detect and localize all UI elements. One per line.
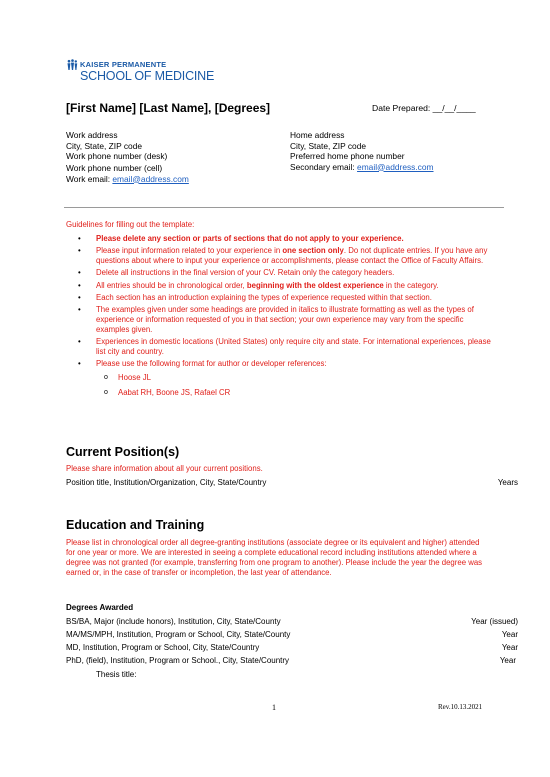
degrees-awarded-heading: Degrees Awarded	[66, 603, 134, 612]
page-number: 1	[272, 703, 276, 712]
guideline-text: Please input information related to your experience in	[96, 246, 283, 256]
kp-people-mark-icon	[66, 59, 78, 71]
guidelines-list	[66, 234, 496, 398]
revision-date: Rev.10.13.2021	[438, 703, 483, 711]
guidelines-block	[66, 220, 496, 403]
guidelines-lead: Guidelines for filling out the template:	[66, 220, 195, 229]
education-intro: Please list in chronological order all degree-granting institutions (associate degree or its equivalent and higher) attended for one year or more. We are interested in seeing a complete educational record including institutions attended where a degree was not granted (for example, transferring from one program to another). Please include the year the degree was earned or, in the case of transfer or incompletion, the last year of attendance.	[66, 538, 483, 577]
work-email-line	[66, 174, 189, 185]
degree-row[interactable]	[66, 656, 516, 665]
degree-row[interactable]	[66, 617, 518, 626]
guideline-text: Please use the following format for author or developer references:	[96, 359, 327, 369]
degree-year[interactable]: Year	[501, 630, 518, 639]
degree-description[interactable]: MD, Institution, Program or School, City, State/Country	[66, 643, 260, 652]
current-positions-intro: Please share information about all your current positions.	[66, 464, 263, 473]
guideline-text: . Do not duplicate entries. If you have any questions about where to input your experience or accomplishments, please contact the Office of Faculty Affairs.	[96, 246, 488, 266]
work-email-link[interactable]: email@address.com	[112, 173, 189, 184]
education-heading: Education and Training	[66, 518, 205, 532]
guideline-item	[66, 246, 496, 266]
guideline-bold-text: one section only	[282, 246, 344, 256]
position-years[interactable]: Years	[497, 478, 518, 487]
degree-year[interactable]: Year (issued)	[471, 617, 518, 626]
degree-year[interactable]: Year	[499, 656, 516, 665]
degree-year[interactable]: Year	[501, 643, 518, 652]
reference-example: o Aabat RH, Boone JS, Rafael CR	[66, 388, 496, 398]
guideline-bold-text: Please delete any section or parts of sections that do not apply to your experience.	[96, 234, 404, 243]
work-address[interactable]: Work address	[66, 130, 118, 140]
home-contact-block	[290, 130, 434, 172]
guideline-item	[66, 281, 496, 291]
guideline-bold-text: beginning with the oldest experience	[246, 280, 384, 290]
reference-example: o Hoose JL	[66, 373, 496, 383]
work-city-state-zip[interactable]: City, State, ZIP code	[66, 140, 143, 151]
work-phone-cell[interactable]: Work phone number (cell)	[66, 163, 163, 173]
position-description[interactable]: Position title, Institution/Organization, City, State/Country	[66, 478, 267, 487]
degree-description[interactable]: BS/BA, Major (include honors), Institution, City, State/County	[66, 617, 281, 626]
degree-row[interactable]	[66, 630, 518, 639]
degree-description[interactable]: PhD, (field), Institution, Program or School., City, State/Country	[66, 656, 290, 665]
secondary-email-label: Secondary email:	[290, 161, 358, 172]
guideline-item: • The examples given under some headings are provided in italics to illustrate formatting as well as the types of experience or information requested of you in that section; your own experience may vary from the specific examples given.	[66, 305, 496, 335]
work-email-label: Work email:	[66, 173, 113, 184]
secondary-email-link[interactable]: email@address.com	[357, 161, 434, 172]
date-prepared[interactable]: Date Prepared: __/__/____	[372, 103, 476, 113]
current-positions-heading: Current Position(s)	[66, 445, 180, 459]
brand-name: KAISER PERMANENTE	[80, 60, 167, 69]
school-name: SCHOOL OF MEDICINE	[80, 69, 215, 83]
guideline-item	[66, 359, 496, 398]
guideline-text: in the category.	[383, 280, 439, 290]
work-phone-desk[interactable]: Work phone number (desk)	[66, 151, 168, 161]
home-address[interactable]: Home address	[290, 130, 345, 140]
degree-description[interactable]: MA/MS/MPH, Institution, Program or School, City, State/County	[66, 630, 291, 639]
home-phone[interactable]: Preferred home phone number	[290, 151, 405, 161]
home-city-state-zip[interactable]: City, State, ZIP code	[290, 140, 367, 151]
reference-format-list	[66, 373, 496, 398]
work-contact-block	[66, 130, 189, 184]
secondary-email-line	[290, 162, 434, 173]
section-divider	[64, 207, 504, 208]
degree-row[interactable]	[66, 643, 518, 652]
current-position-row[interactable]	[66, 478, 518, 487]
guideline-item: • Each section has an introduction explaining the types of experience requested within that section.	[66, 293, 496, 303]
guideline-item: • Delete all instructions in the final version of your CV. Retain only the category headers.	[66, 268, 496, 278]
guideline-item: • Experiences in domestic locations (United States) only require city and state. For international experiences, please list city and country.	[66, 337, 496, 357]
name-degrees-heading[interactable]: [First Name] [Last Name], [Degrees]	[66, 101, 271, 115]
thesis-title[interactable]: Thesis title:	[96, 670, 137, 679]
guideline-text: All entries should be in chronological order,	[96, 280, 247, 290]
guideline-item	[66, 234, 496, 244]
